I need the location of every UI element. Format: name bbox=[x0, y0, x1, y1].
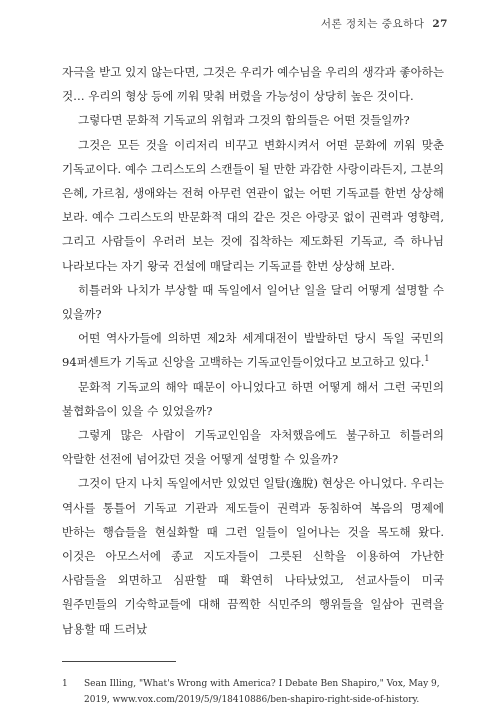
footnote-reference[interactable]: 1 bbox=[424, 354, 430, 364]
chapter-title: 서론 정치는 중요하다 bbox=[320, 18, 425, 30]
page-number: 27 bbox=[432, 18, 448, 30]
footnote bbox=[62, 676, 444, 708]
paragraph-with-footnote bbox=[62, 326, 444, 374]
footnote-number: 1 bbox=[62, 679, 68, 689]
footnote-divider bbox=[62, 661, 176, 662]
footnote-text: Sean Illing, "What's Wrong with America? I Debate Ben Shapiro," Vox, May 9, 2019, www.vox.com/2019/5/9/18410886/ben-shapiro-right-side-of-history. bbox=[84, 679, 440, 705]
body-text bbox=[62, 60, 444, 641]
paragraph: 그렇게 많은 사람이 기독교인임을 자처했음에도 불구하고 히틀러의 악랄한 선전에 넘어갔던 것을 어떻게 설명할 수 있을까? bbox=[62, 428, 444, 467]
paragraph: 자극을 받고 있지 않는다면, 그것은 우리가 예수님을 우리의 생각과 좋아하는 것… 우리의 형상 등에 끼워 맞춰 버렸을 가능성이 상당히 높은 것이다. bbox=[62, 65, 444, 104]
paragraph: 히틀러와 나치가 부상할 때 독일에서 일어난 일을 달리 어떻게 설명할 수 있을까? bbox=[62, 282, 444, 322]
paragraph: 그것이 단지 나치 독일에서만 있었던 일탈(逸脫) 현상은 아니었다. 우리는 역사를 통틀어 기독교 기관과 제도들이 권력과 동침하여 복음의 명제에 반하는 행습들을 현실화할 때 그런 일들이 일어나는 것을 목도해 왔다. 이것은 아모스서에 종교 지도자들이 그릇된 신학을 이용하여 가난한 사람들을 외면하고 심판할 때 확연히 나타났었고, 선교사들이 미국 원주민들의 기숙학교들에 대해 끔찍한 식민주의 행위들을 일삼아 권력을 남용할 때 드러났 bbox=[62, 476, 444, 636]
paragraph: 그것은 모든 것을 이리저리 비꾸고 변화시켜서 어떤 문화에 끼워 맞춘 기독교이다. 예수 그리스도의 스캔들이 될 만한 과감한 사랑이라든지, 그분의 은혜, 가르침, 생애와는 전혀 아무런 연관이 없는 어떤 기독교를 한번 상상해 보라. 예수 그리스도의 반문화적 대의 같은 것은 아랑곳 없이 권력과 영향력, 그리고 사람들이 우러러 보는 것에 집착하는 제도화된 기독교, 즉 하나님 나라보다는 자기 왕국 건설에 매달리는 기독교를 한번 상상해 보라. bbox=[62, 137, 444, 273]
running-header bbox=[321, 16, 448, 31]
paragraph: 문화적 기독교의 해악 때문이 아니었다고 하면 어떻게 해서 그런 국민의 불협화음이 있을 수 있었을까? bbox=[62, 379, 444, 418]
paragraph: 그렇다면 문화적 기독교의 위험과 그것의 함의들은 어떤 것들일까? bbox=[78, 113, 410, 128]
paragraph-text: 어떤 역사가들에 의하면 제2차 세계대전이 발발하던 당시 독일 국민의 94퍼센트가 기독교 신앙을 고백하는 기독교인들이었다고 보고하고 있다. bbox=[62, 331, 444, 370]
